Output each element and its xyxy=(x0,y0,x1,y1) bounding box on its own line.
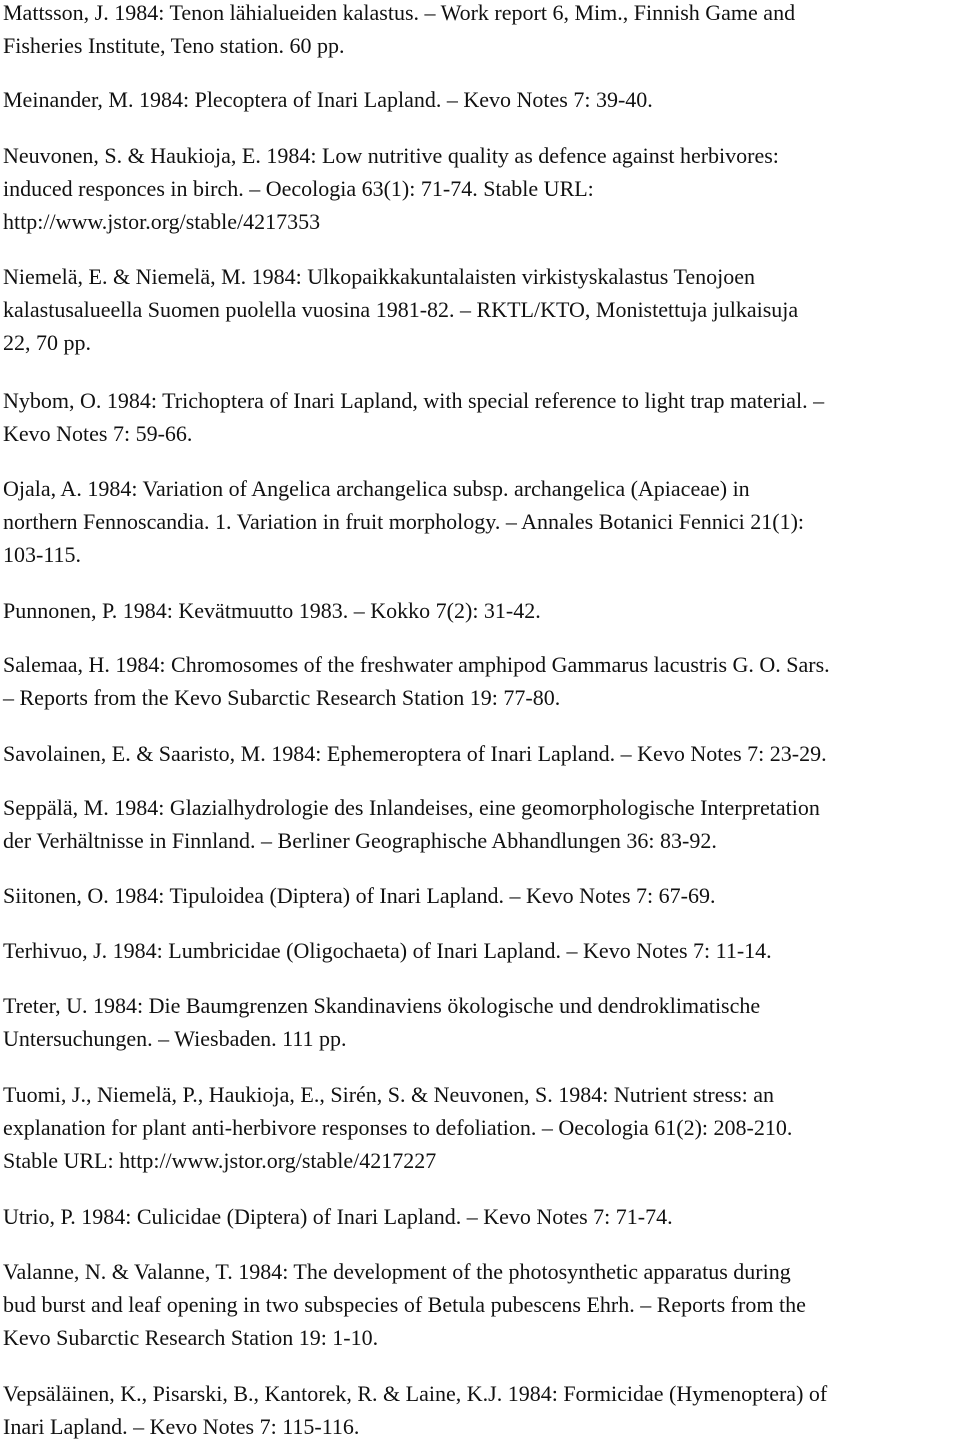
reference-line: Meinander, M. 1984: Plecoptera of Inari Lapland. – Kevo Notes 7: 39-40. xyxy=(3,87,653,112)
reference-line: Utrio, P. 1984: Culicidae (Diptera) of Inari Lapland. – Kevo Notes 7: 71-74. xyxy=(3,1204,673,1229)
reference-entry-tuomi xyxy=(3,1078,958,1177)
reference-entry-nybom xyxy=(3,384,958,450)
reference-line: Treter, U. 1984: Die Baumgrenzen Skandinaviens ökologische und dendroklimatische xyxy=(3,993,761,1018)
reference-line: northern Fennoscandia. 1. Variation in fruit morphology. – Annales Botanici Fennici 21(1): xyxy=(3,509,805,534)
reference-line: induced responces in birch. – Oecologia 63(1): 71-74. Stable URL: xyxy=(3,176,594,201)
reference-line: 22, 70 pp. xyxy=(3,330,91,355)
reference-entry-savolainen xyxy=(3,737,958,770)
reference-entry-treter xyxy=(3,989,958,1055)
reference-line: Salemaa, H. 1984: Chromosomes of the freshwater amphipod Gammarus lacustris G. O. Sars. xyxy=(3,652,830,677)
reference-entry-ojala xyxy=(3,472,958,571)
reference-line: Siitonen, O. 1984: Tipuloidea (Diptera) of Inari Lapland. – Kevo Notes 7: 67-69. xyxy=(3,883,716,908)
reference-line: Seppälä, M. 1984: Glazialhydrologie des Inlandeises, eine geomorphologische Interpretation xyxy=(3,795,820,820)
reference-entry-siitonen xyxy=(3,879,958,912)
reference-entry-niemela xyxy=(3,260,958,359)
reference-line: Niemelä, E. & Niemelä, M. 1984: Ulkopaikkakuntalaisten virkistyskalastus Tenojoen xyxy=(3,264,756,289)
reference-line: Fisheries Institute, Teno station. 60 pp. xyxy=(3,33,345,58)
reference-line: Stable URL: http://www.jstor.org/stable/4217227 xyxy=(3,1148,437,1173)
reference-line: Nybom, O. 1984: Trichoptera of Inari Lapland, with special reference to light trap material. – xyxy=(3,388,825,413)
reference-entry-utrio xyxy=(3,1200,958,1233)
reference-line: Kevo Subarctic Research Station 19: 1-10. xyxy=(3,1325,379,1350)
reference-entry-valanne xyxy=(3,1255,958,1354)
reference-entry-terhivuo xyxy=(3,934,958,967)
reference-line: Kevo Notes 7: 59-66. xyxy=(3,421,193,446)
reference-entry-vepsalainen xyxy=(3,1377,958,1443)
reference-line: Ojala, A. 1984: Variation of Angelica archangelica subsp. archangelica (Apiaceae) in xyxy=(3,476,750,501)
reference-line: kalastusalueella Suomen puolella vuosina 1981-82. – RKTL/KTO, Monistettuja julkaisuja xyxy=(3,297,799,322)
reference-line: explanation for plant anti-herbivore responses to defoliation. – Oecologia 61(2): 208-210. xyxy=(3,1115,793,1140)
reference-line: Untersuchungen. – Wiesbaden. 111 pp. xyxy=(3,1026,347,1051)
reference-line: Vepsäläinen, K., Pisarski, B., Kantorek, R. & Laine, K.J. 1984: Formicidae (Hymenoptera) of xyxy=(3,1381,828,1406)
reference-line: 103-115. xyxy=(3,542,82,567)
reference-entry-punnonen xyxy=(3,594,958,627)
reference-line: Mattsson, J. 1984: Tenon lähialueiden kalastus. – Work report 6, Mim., Finnish Game and xyxy=(3,0,796,25)
reference-line: Terhivuo, J. 1984: Lumbricidae (Oligochaeta) of Inari Lapland. – Kevo Notes 7: 11-14. xyxy=(3,938,772,963)
reference-line: bud burst and leaf opening in two subspecies of Betula pubescens Ehrh. – Reports from the xyxy=(3,1292,806,1317)
reference-entry-mattsson xyxy=(3,0,958,62)
reference-line: – Reports from the Kevo Subarctic Research Station 19: 77-80. xyxy=(3,685,561,710)
reference-line: Neuvonen, S. & Haukioja, E. 1984: Low nutritive quality as defence against herbivores: xyxy=(3,143,779,168)
reference-line: der Verhältnisse in Finnland. – Berliner Geographische Abhandlungen 36: 83-92. xyxy=(3,828,717,853)
reference-line: Savolainen, E. & Saaristo, M. 1984: Ephemeroptera of Inari Lapland. – Kevo Notes 7: 23-29. xyxy=(3,741,827,766)
reference-line: Tuomi, J., Niemelä, P., Haukioja, E., Sirén, S. & Neuvonen, S. 1984: Nutrient stress: an xyxy=(3,1082,774,1107)
reference-entry-meinander xyxy=(3,83,958,116)
reference-entry-seppala xyxy=(3,791,958,857)
reference-line: Punnonen, P. 1984: Kevätmuutto 1983. – Kokko 7(2): 31-42. xyxy=(3,598,541,623)
reference-line: http://www.jstor.org/stable/4217353 xyxy=(3,209,321,234)
reference-entry-salemaa xyxy=(3,648,958,714)
reference-entry-neuvonen xyxy=(3,139,958,238)
reference-line: Valanne, N. & Valanne, T. 1984: The development of the photosynthetic apparatus during xyxy=(3,1259,791,1284)
reference-line: Inari Lapland. – Kevo Notes 7: 115-116. xyxy=(3,1414,360,1439)
